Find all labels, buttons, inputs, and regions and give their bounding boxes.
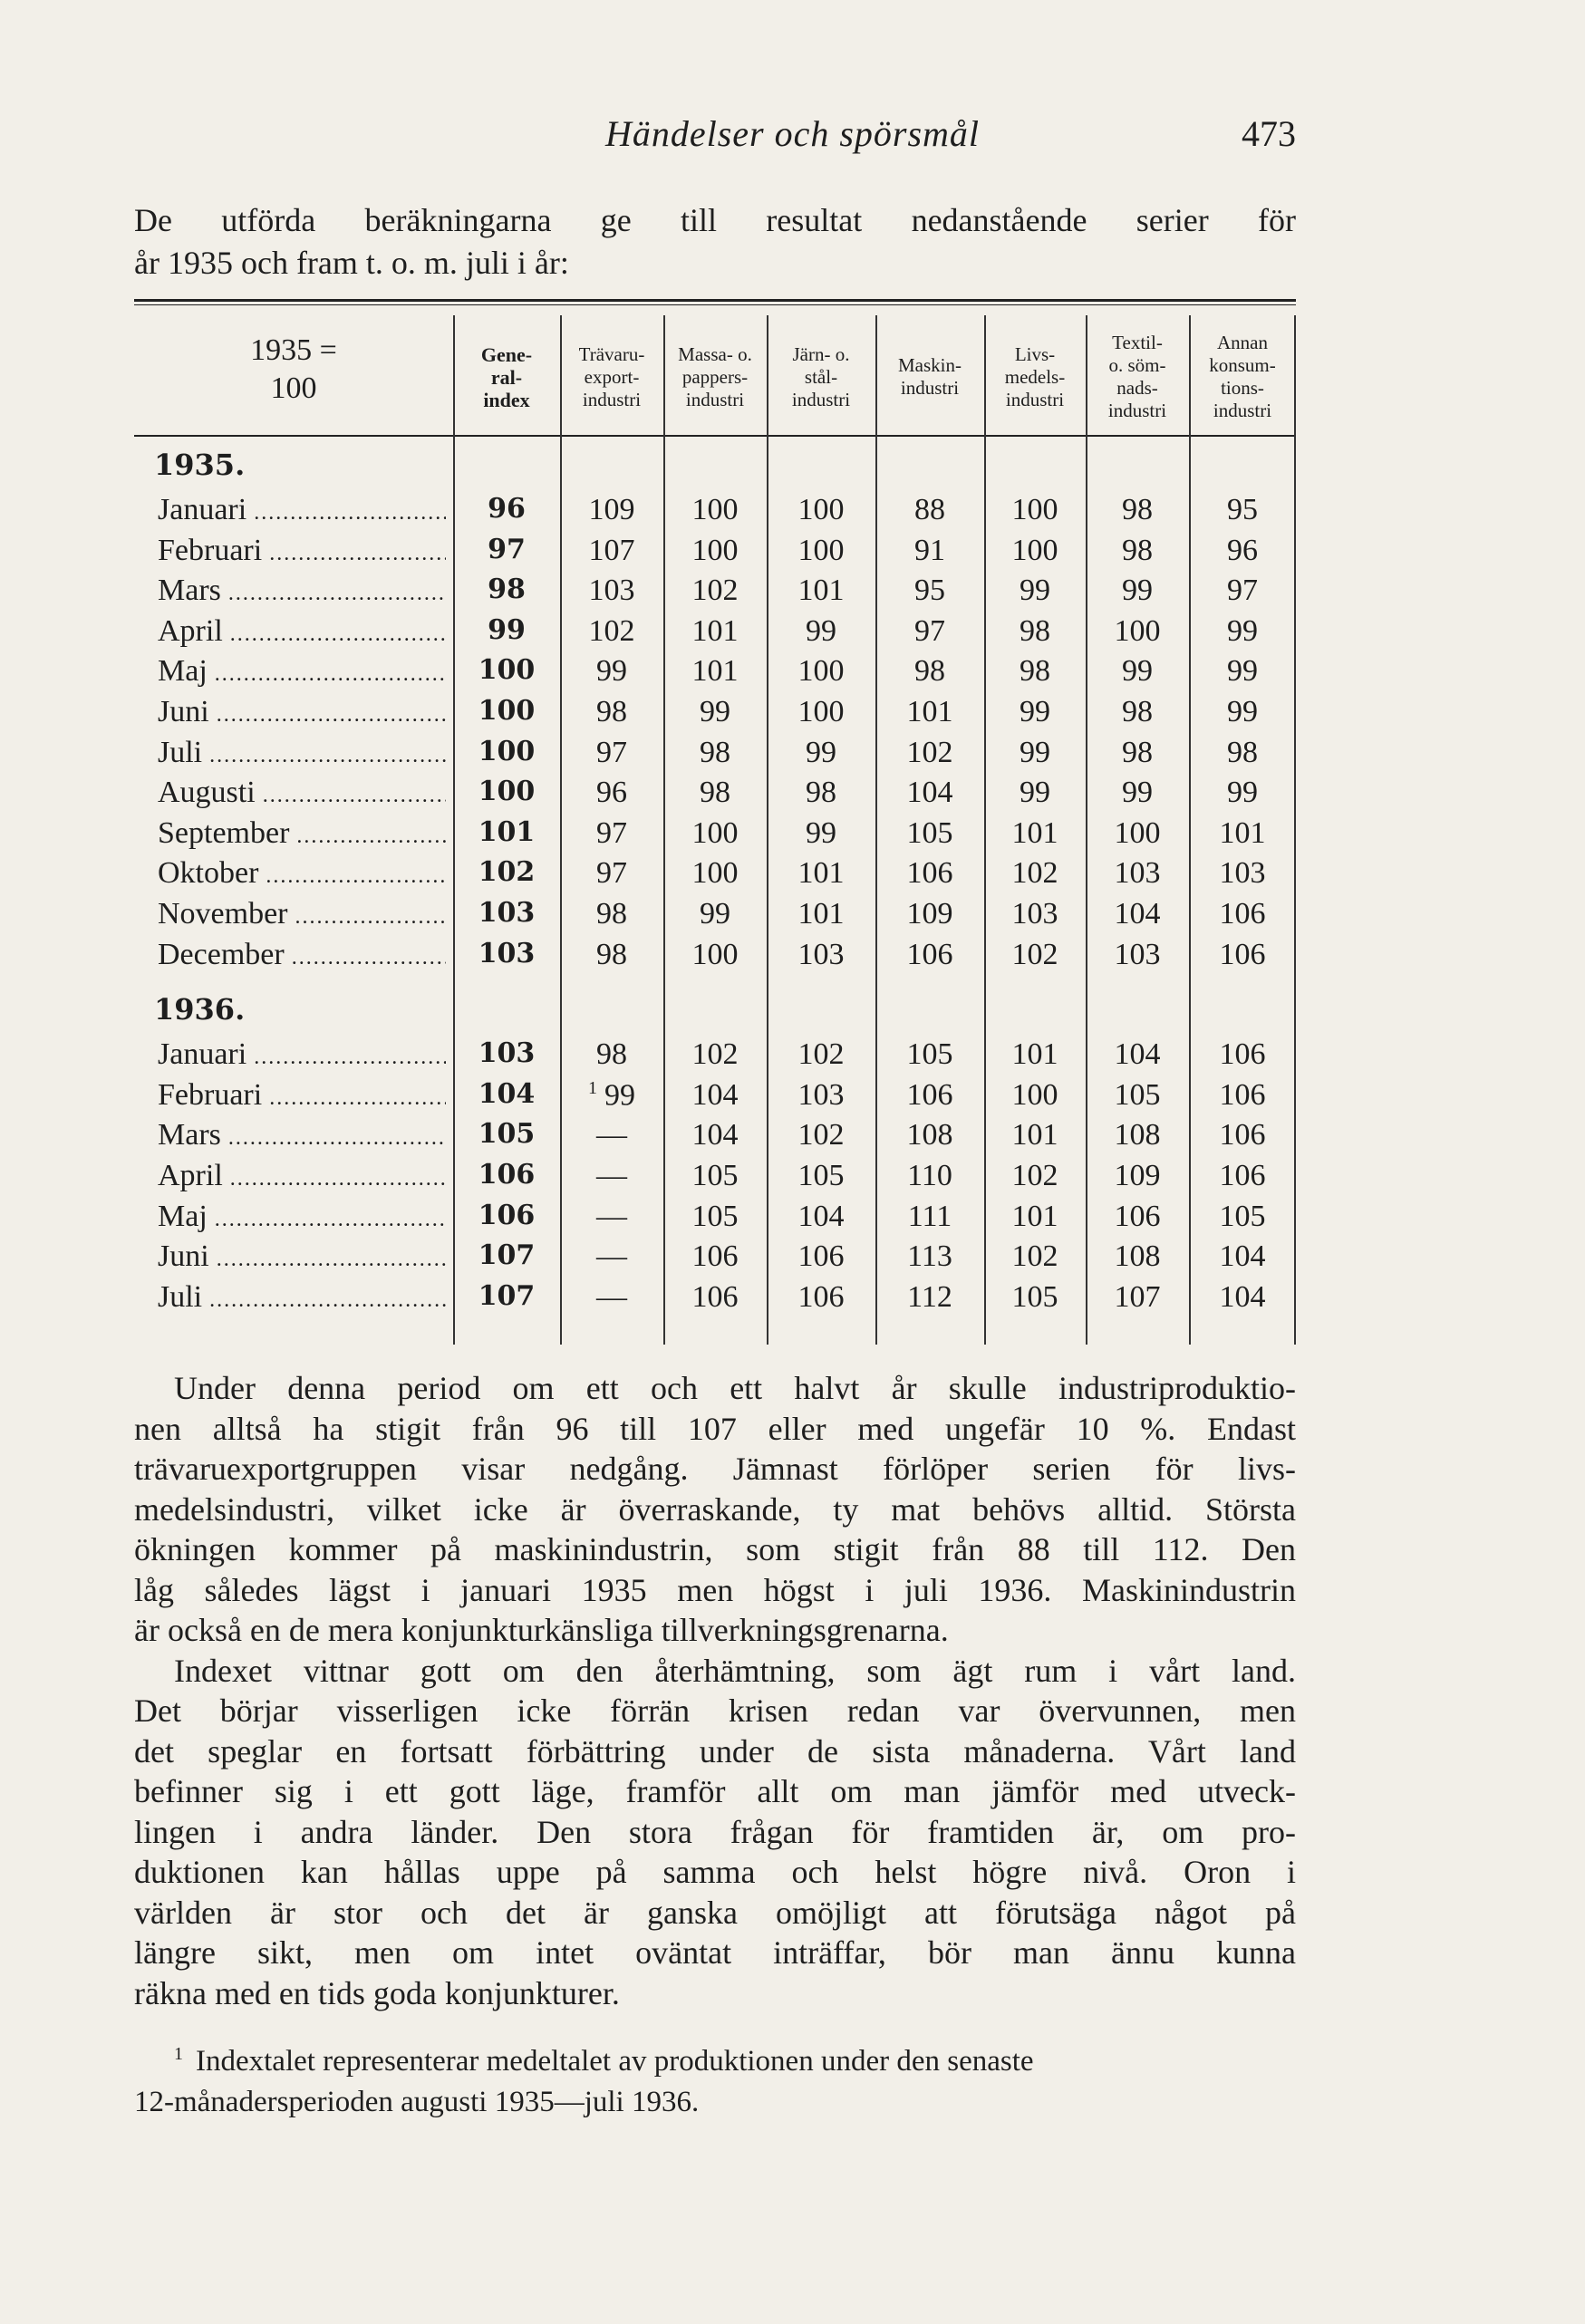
value-cell: 106 [1219,937,1266,971]
value-cell: 97 [596,815,627,850]
value-cell: 105 [906,1037,953,1072]
value-cell: 101 [478,815,536,848]
month-label: Maj ..... [158,654,446,689]
value-cell: 98 [700,735,730,769]
value-cell: 110 [907,1159,952,1192]
value-cell: 99 [1122,654,1153,689]
table-row [134,1037,1296,1077]
value-cell: $^1$ 99 [588,1077,635,1113]
body-line: är också en de mera konjunkturkänsliga tillverkningsgrenarna. [134,1612,949,1648]
table-row [134,1159,1296,1199]
month-label: Juli ..... [158,736,446,770]
value-cell: 102 [797,1118,845,1152]
value-cell: 100 [1114,613,1161,648]
month-label: Juni ..... [158,1239,446,1274]
column-header: Textil- o. söm- nads- industri [1107,332,1167,421]
value-cell: 104 [691,1118,739,1152]
table-row [134,856,1296,896]
value-cell: 101 [906,695,953,728]
value-cell: 102 [1011,1159,1058,1192]
value-cell: 100 [691,493,739,526]
value-cell: 100 [691,937,739,971]
value-cell: 105 [1219,1199,1266,1233]
value-cell: — [596,1118,627,1152]
value-cell: 104 [478,1077,536,1110]
value-cell: 105 [691,1199,739,1233]
table-row [134,493,1296,533]
table-row [134,695,1296,735]
value-cell: 105 [1114,1077,1161,1112]
value-cell: 107 [478,1239,536,1272]
footnote-line: 12-månadersperioden augusti 1935—juli 1936. [134,2086,700,2118]
table-row [134,1239,1296,1279]
value-cell: 98 [1122,695,1153,728]
base-year-label [134,324,453,415]
value-cell: 105 [906,815,953,850]
month-label: September ..... [158,816,446,851]
value-cell: 105 [691,1159,739,1192]
value-cell: 105 [478,1118,536,1151]
body-line: befinner sig i ett gott läge, framför allt om man jämför med utveck- [134,1773,1296,1809]
body-line: ökningen kommer på maskinindustrin, som stigit från 88 till 112. Den [134,1531,1296,1567]
value-cell: 102 [691,1037,739,1072]
value-cell: 99 [596,654,627,689]
value-cell: 99 [700,695,730,728]
value-cell: 107 [478,1279,536,1312]
year-heading: 1935. [154,448,246,482]
value-cell: 100 [691,815,739,850]
month-label: Juli ..... [158,1280,446,1315]
value-cell: 100 [691,856,739,891]
value-cell: 103 [1114,856,1161,891]
body-line: medelsindustri, vilket icke är överraskande, ty mat behövs alltid. Största [134,1490,1296,1528]
intro-line: år 1935 och fram t. o. m. juli i år: [134,245,569,281]
value-cell: 100 [1011,533,1058,567]
value-cell: 106 [797,1279,845,1314]
value-cell: 95 [1227,493,1258,526]
value-cell: 104 [691,1077,739,1112]
value-cell: 108 [1114,1118,1161,1152]
month-label: Januari ..... [158,493,446,527]
value-cell: 99 [1122,776,1153,810]
value-cell: 99 [806,815,836,850]
value-cell: 103 [797,937,845,971]
value-cell: 106 [691,1239,739,1274]
value-cell: 98 [1227,735,1258,769]
body-line: Under denna period om ett och ett halvt år skulle industriproduktio- [174,1370,1296,1406]
running-header-title: Händelser och spörsmål [604,113,981,154]
value-cell: 106 [1219,1118,1266,1152]
table-row [134,816,1296,856]
value-cell: — [596,1199,627,1233]
value-cell: 109 [906,897,953,931]
month-label: April ..... [158,1159,446,1193]
table-header-rule [134,435,1296,437]
value-cell: 101 [1011,1037,1058,1072]
value-cell: 102 [691,574,739,608]
value-cell: 101 [1011,815,1058,850]
body-line: duktionen kan hållas uppe på samma och helst högre nivå. Oron i [134,1854,1296,1890]
month-label: Februari ..... [158,1078,446,1113]
value-cell: 108 [1114,1239,1161,1274]
value-cell: 102 [478,856,536,889]
value-cell: 104 [797,1199,845,1233]
value-cell: 99 [1020,776,1050,810]
value-cell: 99 [1122,574,1153,608]
value-cell: 100 [478,695,536,727]
value-cell: 101 [691,613,739,648]
month-label: Juni ..... [158,695,446,729]
month-label: Mars ..... [158,1118,446,1152]
body-line: längre sikt, men om intet oväntat inträffar, bör man ännu kunna [134,1934,1296,1971]
value-cell: 100 [797,654,845,689]
month-label: Februari ..... [158,534,446,568]
value-cell: 109 [1114,1159,1161,1192]
value-cell: 103 [478,897,536,929]
value-cell: 101 [1011,1199,1058,1233]
month-label: Januari ..... [158,1037,446,1072]
table-top-rule [134,299,1296,302]
value-cell: 101 [1219,815,1266,850]
intro-paragraph [134,199,1296,284]
value-cell: 98 [806,776,836,810]
value-cell: 99 [1020,735,1050,769]
value-cell: 91 [914,533,945,567]
value-cell: 97 [596,856,627,891]
value-cell: 104 [906,776,953,810]
value-cell: 99 [1227,695,1258,728]
value-cell: — [596,1239,627,1274]
value-cell: 98 [914,654,945,689]
value-cell: 97 [488,533,526,565]
body-line: trävaruexportgruppen visar nedgång. Jämnast förlöper serien för livs- [134,1451,1296,1487]
body-line: det speglar en fortsatt förbättring under de sista månaderna. Vårt land [134,1732,1296,1770]
table-row [134,1078,1296,1118]
value-cell: 104 [1114,897,1161,931]
value-cell: 99 [1020,695,1050,728]
year-heading: 1936. [154,992,246,1027]
value-cell: 105 [797,1159,845,1192]
body-line: nen alltså ha stigit från 96 till 107 eller med ungefär 10 %. Endast [134,1410,1296,1447]
value-cell: 106 [691,1279,739,1314]
body-line: låg således lägst i januari 1935 men högst i juli 1936. Maskinindustrin [134,1571,1296,1608]
footnote-line [134,2034,1296,2082]
value-cell: 104 [1219,1239,1266,1274]
value-cell: 106 [478,1199,536,1231]
table-top-rule-thin [134,304,1296,305]
intro-line: De utförda beräkningarna ge till resultat nedanstående serier för [134,202,1296,238]
value-cell: 103 [478,937,536,969]
value-cell: 100 [478,654,536,687]
column-header: Annan konsum- tions- industri [1209,332,1276,421]
value-cell: 98 [488,574,526,606]
value-cell: 113 [907,1239,952,1274]
index-table [134,299,1296,1345]
base-label-line: 100 [270,371,317,405]
table-row [134,654,1296,694]
base-label-line: 1935 = [250,333,337,367]
value-cell: 100 [1011,1077,1058,1112]
value-cell: — [596,1279,627,1314]
value-cell: 100 [1114,815,1161,850]
value-cell: 97 [914,613,945,648]
value-cell: 96 [596,776,627,810]
value-cell: 106 [906,856,953,891]
value-cell: 97 [1227,574,1258,608]
body-line: Det börjar visserligen icke förrän krisen redan var övervunnen, men [134,1692,1296,1729]
value-cell: 103 [478,1037,536,1070]
body-line: världen är stor och det är ganska omöjligt att förutsäga något på [134,1894,1296,1931]
value-cell: 106 [478,1159,536,1191]
table-row [134,574,1296,613]
table-row [134,614,1296,654]
month-label: April ..... [158,614,446,649]
value-cell: 106 [1219,1037,1266,1072]
value-cell: 100 [478,776,536,808]
value-cell: 101 [1011,1118,1058,1152]
value-cell: 96 [1227,533,1258,567]
value-cell: 107 [1114,1279,1161,1314]
table-row [134,938,1296,978]
column-header: Gene- ral- index [480,342,533,411]
value-cell: 98 [596,695,627,728]
column-header: Maskin- industri [898,354,962,399]
table-row [134,1200,1296,1239]
value-cell: 100 [797,695,845,728]
table-row [134,897,1296,937]
value-cell: 106 [1219,1159,1266,1192]
value-cell: 102 [906,735,953,769]
table-row [134,1280,1296,1320]
value-cell: 100 [478,735,536,767]
value-cell: 99 [806,613,836,648]
value-cell: 96 [488,493,526,525]
month-label: Augusti ..... [158,776,446,810]
value-cell: 102 [1011,856,1058,891]
value-cell: 98 [596,897,627,931]
value-cell: 106 [797,1239,845,1274]
value-cell: 105 [1011,1279,1058,1314]
value-cell: 106 [1219,897,1266,931]
value-cell: 100 [797,493,845,526]
value-cell: 98 [1020,613,1050,648]
value-cell: 104 [1114,1037,1161,1072]
month-label: November ..... [158,897,446,931]
body-line: lingen i andra länder. Den stora frågan för framtiden är, om pro- [134,1813,1296,1850]
month-label: Mars ..... [158,574,446,608]
month-label: Oktober ..... [158,856,446,891]
table-row [134,1118,1296,1158]
value-cell: 106 [906,1077,953,1112]
month-label: December ..... [158,938,446,972]
value-cell: 98 [700,776,730,810]
body-line: Indexet vittnar gott om den återhämtning, som ägt rum i vårt land. [174,1652,1296,1689]
table-row [134,534,1296,574]
value-cell: 98 [1020,654,1050,689]
value-cell: 109 [588,493,635,526]
value-cell: 103 [1011,897,1058,931]
value-cell: 100 [1011,493,1058,526]
value-cell: 102 [797,1037,845,1072]
value-cell: — [596,1159,627,1192]
value-cell: 106 [1114,1199,1161,1233]
footnote-reference: 1 [588,1077,597,1098]
value-cell: 102 [1011,1239,1058,1274]
value-cell: 111 [907,1199,952,1233]
column-header: Järn- o. stål- industri [791,342,851,410]
table-row [134,776,1296,815]
value-cell: 99 [806,735,836,769]
page-number: 473 [1242,113,1296,154]
value-cell: 101 [691,654,739,689]
value-cell: 103 [588,574,635,608]
value-cell: 103 [1219,856,1266,891]
value-cell: 98 [596,1037,627,1072]
value-cell: 98 [596,937,627,971]
value-cell: 98 [1122,735,1153,769]
value-cell: 106 [1219,1077,1266,1112]
value-cell: 99 [700,897,730,931]
value-cell: 112 [907,1279,952,1314]
value-cell: 95 [914,574,945,608]
value-cell: 88 [914,493,945,526]
value-cell: 102 [1011,937,1058,971]
value-cell: 99 [1227,613,1258,648]
body-line: räkna med en tids goda konjunkturer. [134,1974,620,2011]
value-cell: 100 [691,533,739,567]
value-cell: 108 [906,1118,953,1152]
value-cell: 104 [1219,1279,1266,1314]
body-paragraphs [134,1368,1296,2013]
value-cell: 98 [1122,493,1153,526]
column-header: Massa- o. pappers- industri [678,342,752,410]
value-cell: 99 [1227,776,1258,810]
month-label: Maj ..... [158,1200,446,1234]
value-cell: 98 [1122,533,1153,567]
value-cell: 97 [596,735,627,769]
table-row [134,736,1296,776]
column-header: Livs- medels- industri [1004,342,1066,410]
value-cell: 101 [797,897,845,931]
column-header: Trävaru- export- industri [578,342,645,410]
footnote-mark: 1 [174,2044,183,2064]
value-cell: 100 [797,533,845,567]
value-cell: 102 [588,613,635,648]
value-cell: 101 [797,574,845,608]
footnote-text: Indextalet representerar medeltalet av produktionen under den senaste [196,2045,1034,2078]
footnote [134,2034,1296,2123]
value-cell: 99 [488,613,526,646]
value-cell: 99 [1227,654,1258,689]
value-cell: 99 [1020,574,1050,608]
value-cell: 103 [797,1077,845,1112]
value-cell: 107 [588,533,635,567]
value-cell: 103 [1114,937,1161,971]
value-cell: 106 [906,937,953,971]
value-cell: 101 [797,856,845,891]
